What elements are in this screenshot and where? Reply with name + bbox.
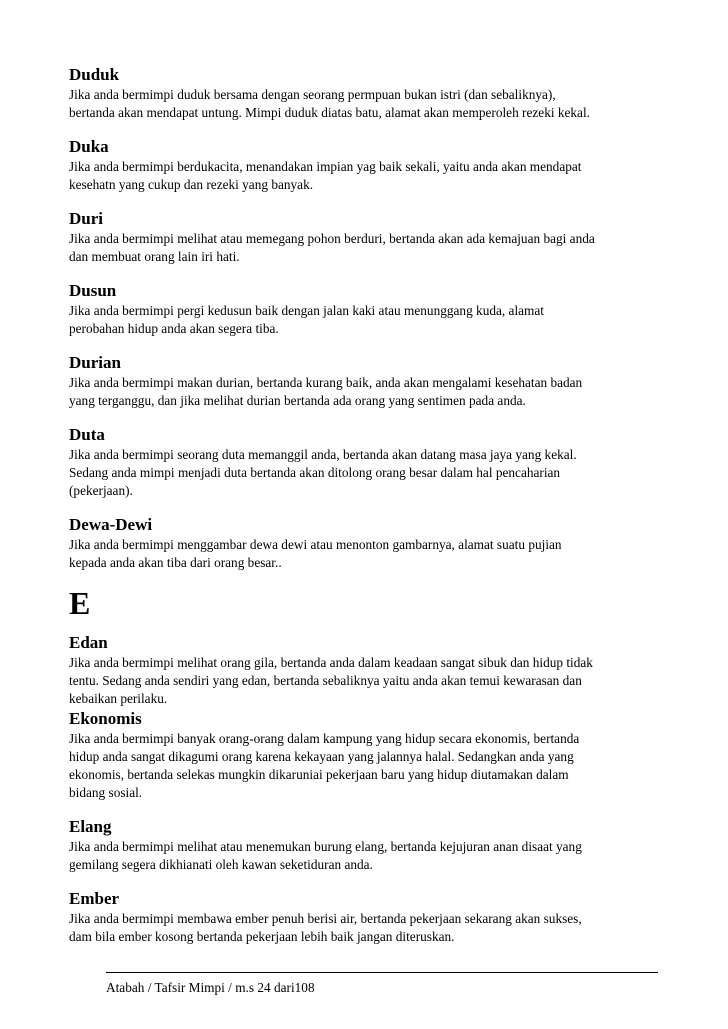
entry-line: Jika anda bermimpi duduk bersama dengan seorang permpuan bukan istri (dan sebaliknya), xyxy=(69,87,556,102)
entry-line: Jika anda bermimpi melihat orang gila, bertanda anda dalam keadaan sangat sibuk dan hidup tidak xyxy=(69,655,593,670)
entry-line: Jika anda bermimpi pergi kedusun baik dengan jalan kaki atau menunggang kuda, alamat xyxy=(69,303,544,318)
entry-line: Jika anda bermimpi banyak orang-orang dalam kampung yang hidup secara ekonomis, bertanda xyxy=(69,731,580,746)
entry-term: Duka xyxy=(69,137,109,156)
page-footer xyxy=(106,960,658,997)
entry-line: yang terganggu, dan jika melihat durian bertanda ada orang yang sentimen pada anda. xyxy=(69,393,526,408)
entry-line: kebaikan perilaku. xyxy=(69,691,168,706)
entry-duduk xyxy=(69,64,669,122)
entry-duka xyxy=(69,136,669,194)
entry-line: perobahan hidup anda akan segera tiba. xyxy=(69,321,279,336)
entry-line: bertanda akan mendapat untung. Mimpi duduk diatas batu, alamat akan memperoleh rezeki kekal. xyxy=(69,105,590,120)
entry-edan xyxy=(69,632,669,708)
entry-term: Dewa-Dewi xyxy=(69,515,153,534)
entry-term: Durian xyxy=(69,353,121,372)
entry-line: Jika anda bermimpi melihat atau menemukan burung elang, bertanda kejujuran anan disaat yang xyxy=(69,839,582,854)
entry-line: kepada anda akan tiba dari orang besar.. xyxy=(69,555,282,570)
entry-line: Jika anda bermimpi makan durian, bertanda kurang baik, anda akan mengalami kesehatan badan xyxy=(69,375,583,390)
entry-line: hidup anda sangat dikagumi orang karena kekayaan yang jalannya halal. Sedangkan anda yang xyxy=(69,749,574,764)
entry-line: Jika anda bermimpi seorang duta memanggil anda, bertanda akan datang masa jaya yang kekal. xyxy=(69,447,577,462)
entry-term: Edan xyxy=(69,633,108,652)
entry-term: Duduk xyxy=(69,65,120,84)
entry-line: dam bila ember kosong bertanda pekerjaan lebih baik jangan diteruskan. xyxy=(69,929,455,944)
footer-text: Atabah / Tafsir Mimpi / m.s 24 dari108 xyxy=(106,980,315,995)
entry-line: Jika anda bermimpi berdukacita, menandakan impian yag baik sekali, yaitu anda akan mendapat xyxy=(69,159,582,174)
section-letter-heading: E xyxy=(69,585,91,621)
entry-term: Duta xyxy=(69,425,105,444)
entry-term: Ekonomis xyxy=(69,709,142,728)
entry-line: Jika anda bermimpi membawa ember penuh berisi air, bertanda pekerjaan sekarang akan sukses, xyxy=(69,911,582,926)
entry-dewa-dewi xyxy=(69,514,669,572)
entry-line: ekonomis, bertanda selekas mungkin dikaruniai pekerjaan baru yang hidup diutamakan dalam xyxy=(69,767,569,782)
document-page xyxy=(69,64,669,946)
entry-line: bidang sosial. xyxy=(69,785,143,800)
entry-line: kesehatn yang cukup dan rezeki yang banyak. xyxy=(69,177,314,192)
entry-line: gemilang segera dikhianati oleh kawan seketiduran anda. xyxy=(69,857,373,872)
entry-term: Elang xyxy=(69,817,112,836)
entry-line: (pekerjaan). xyxy=(69,483,133,498)
entry-line: Jika anda bermimpi melihat atau memegang pohon berduri, bertanda akan ada kemajuan bagi anda xyxy=(69,231,595,246)
entry-duri xyxy=(69,208,669,266)
footer-divider xyxy=(106,972,658,973)
entry-ekonomis xyxy=(69,708,669,802)
entry-line: Jika anda bermimpi menggambar dewa dewi atau menonton gambarnya, alamat suatu pujian xyxy=(69,537,562,552)
entry-line: dan membuat orang lain iri hati. xyxy=(69,249,240,264)
entry-elang xyxy=(69,816,669,874)
entry-term: Dusun xyxy=(69,281,117,300)
entry-durian xyxy=(69,352,669,410)
entry-dusun xyxy=(69,280,669,338)
entry-ember xyxy=(69,888,669,946)
entry-line: Sedang anda mimpi menjadi duta bertanda akan ditolong orang besar dalam hal pencaharian xyxy=(69,465,561,480)
entry-term: Duri xyxy=(69,209,103,228)
entry-term: Ember xyxy=(69,889,120,908)
entry-duta xyxy=(69,424,669,500)
entry-line: tentu. Sedang anda sendiri yang edan, bertanda sebaliknya yaitu anda akan temui kewarasan dan xyxy=(69,673,582,688)
